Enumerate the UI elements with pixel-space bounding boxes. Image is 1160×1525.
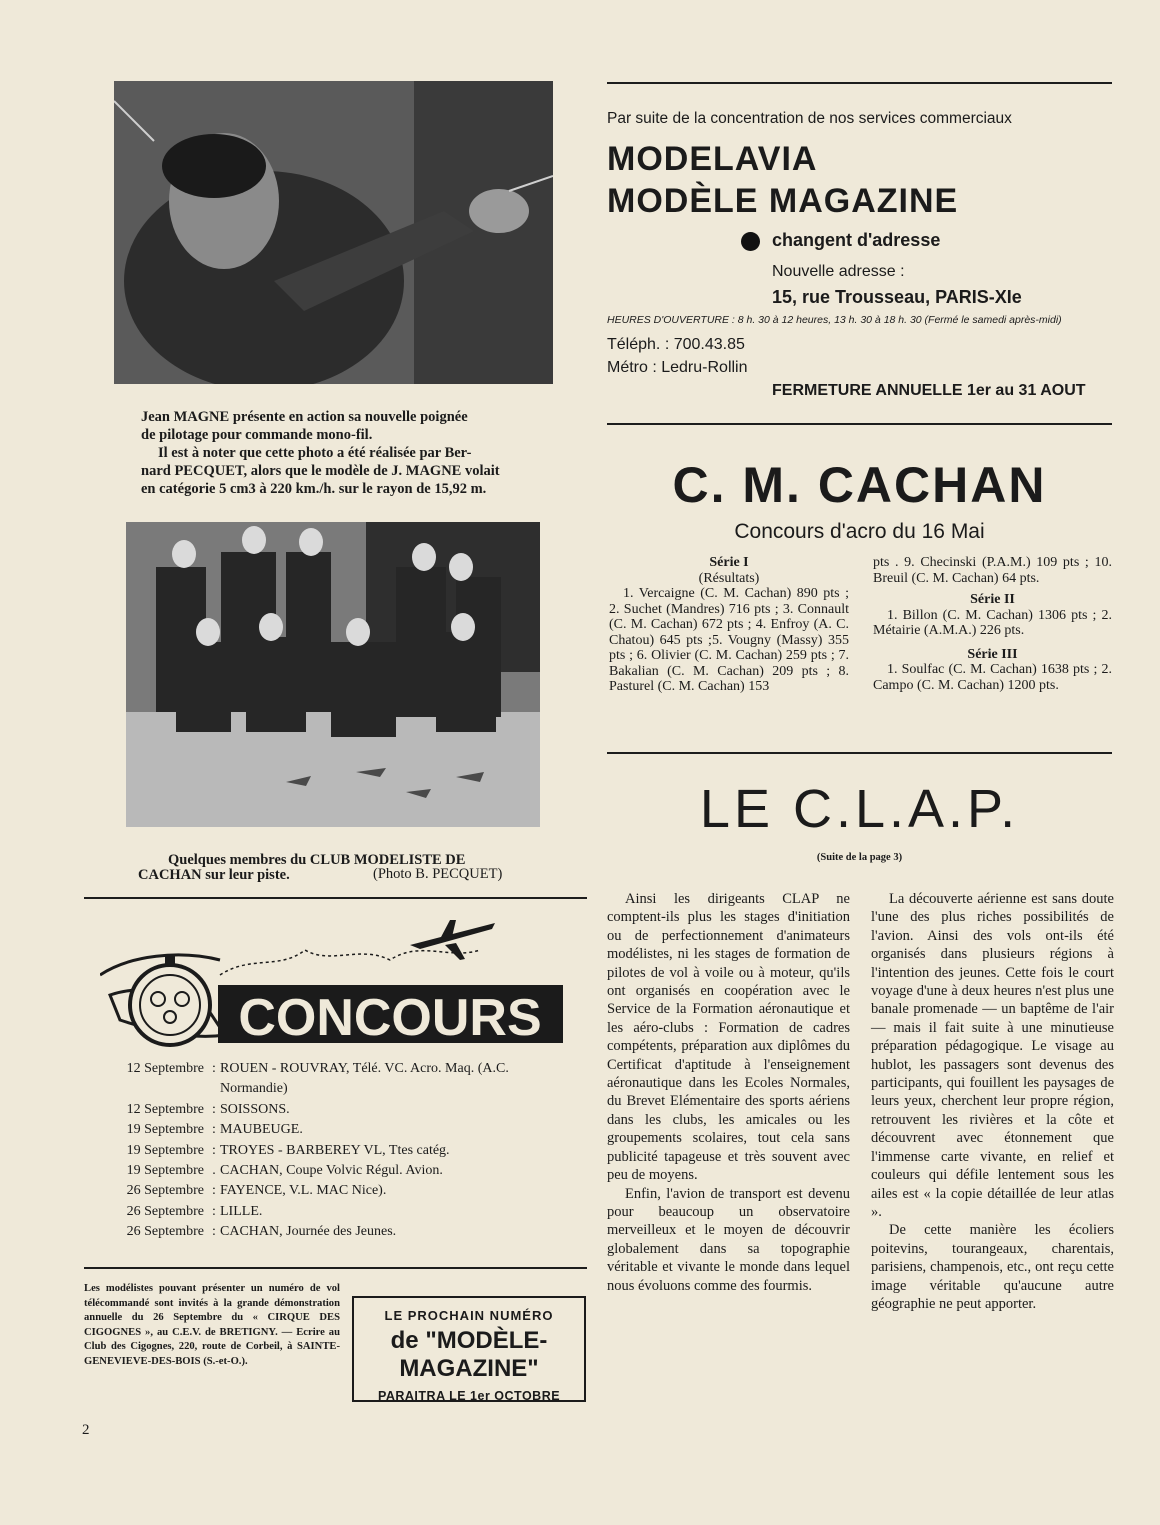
- phone-number: Téléph. : 700.43.85: [607, 336, 745, 353]
- page-number: 2: [82, 1422, 90, 1438]
- event-name: CACHAN, Journée des Jeunes.: [220, 1224, 397, 1240]
- next-issue-line1: LE PROCHAIN NUMÉRO: [384, 1308, 554, 1323]
- new-address-label: Nouvelle adresse :: [772, 263, 905, 280]
- event-date: 12 Septembre: [126, 1061, 204, 1076]
- serie2-results: 1. Billon (C. M. Cachan) 1306 pts ; 2. Métairie (A.M.A.) 226 pts.: [873, 607, 1112, 638]
- list-item: 26 Septembre : CACHAN, Journée des Jeunes.: [86, 1222, 566, 1242]
- serie1-heading: Série I: [709, 555, 749, 570]
- serie1-results: 1. Vercaigne (C. M. Cachan) 890 pts ; 2. Suchet (Mandres) 716 pts ; 3. Connault (C. M. Cachan) 672 pts ; 4. Enfroy (A. C. Chatou) 645 pts ;5. Vougny (Massy) 355 pts ; 6. Olivier (C. M. Cachan) 259 pts ; 7. Bakalian (C. M. Cachan) 209 pts ; 8. Pasturel (C. M. Cachan) 153: [609, 586, 849, 694]
- event-date: 26 Septembre: [126, 1203, 204, 1219]
- event-date: 19 Septembre: [126, 1163, 204, 1179]
- event-name: ROUEN - ROUVRAY, Télé. VC. Acro. Maq. (A.C. Normandie): [220, 1061, 509, 1097]
- cachan-title: C. M. CACHAN: [672, 457, 1047, 513]
- divider: [84, 1267, 587, 1269]
- photo2-caption-line1: Quelques membres du CLUB MODELISTE DE: [168, 852, 466, 868]
- clap-paragraph: La découverte aérienne est sans doute l'une des plus riches possibilités de l'avion. Ainsi des vols ont-ils été organisés dans plusieurs régions à l'intention des jeunes. Cette fois le court voyage d'une à deux heures n'est plus une banale promenade — un baptême de l'air — mais il fait suite à une minutieuse préparation pédagogique. Le visage au hublot, les passagers sont devenus des participants, qui fouillent les paysages de leurs yeux, cherchent leur propre région, retrouvent les rivières et la côte et découvrent avec étonnement que l'immense carte vivante, en relief et couleurs qui défile lentement sous les ailes est « la copie détaillée de leur atlas ».: [871, 891, 1114, 1220]
- new-address: 15, rue Trousseau, PARIS-XIe: [772, 287, 1022, 307]
- concours-list: [86, 1059, 566, 1243]
- event-date: 26 Septembre: [126, 1183, 204, 1199]
- annual-closure: FERMETURE ANNUELLE 1er au 31 AOUT: [772, 382, 1086, 399]
- clap-column-1: [607, 890, 850, 1295]
- event-name: CACHAN, Coupe Volvic Régul. Avion.: [220, 1163, 443, 1179]
- event-date: 12 Septembre: [126, 1101, 204, 1117]
- list-item: 26 Septembre : LILLE.: [86, 1202, 566, 1222]
- list-item: 26 Septembre : FAYENCE, V.L. MAC Nice).: [86, 1181, 566, 1201]
- divider: [84, 897, 587, 899]
- next-issue-line2: de "MODÈLE-MAGAZINE": [390, 1327, 548, 1382]
- resultats-label: (Résultats): [698, 570, 760, 586]
- brand-modelavia: MODELAVIA: [607, 140, 818, 178]
- concours-logo: [100, 915, 570, 1050]
- divider: [607, 423, 1112, 425]
- brand-modele-magazine: MODÈLE MAGAZINE: [607, 182, 959, 220]
- clap-paragraph: De cette manière les écoliers poitevins, tourangeaux, charentais, parisiens, champenois, etc., ont reçu cette image véritable qu'aucune autre géographie ne peut apporter.: [871, 1222, 1114, 1312]
- serie3-heading: Série III: [967, 646, 1018, 662]
- next-issue-line3: PARAITRA LE 1er OCTOBRE: [377, 1389, 561, 1403]
- concours-logo-text: CONCOURS: [238, 989, 542, 1047]
- photo1-caption-line3: Il est à noter que cette photo a été réalisée par Ber-: [158, 445, 472, 461]
- cachan-subtitle: Concours d'acro du 16 Mai: [734, 520, 985, 543]
- event-name: LILLE.: [220, 1203, 263, 1219]
- photo1-caption-line1: Jean MAGNE présente en action sa nouvelle poignée: [141, 409, 468, 425]
- clap-paragraph: Enfin, l'avion de transport est devenu pour beaucoup un observatoire merveilleux et le moyen de découvrir globalement dans sa topographie véritable et vivante le monde dans lequel nous évoluons comme des fourmis.: [607, 1185, 850, 1294]
- clap-subtitle: (Suite de la page 3): [816, 852, 903, 863]
- demo-notice: Les modélistes pouvant présenter un numéro de vol télécommandé sont invités à la grande démonstration annuelle du 26 Septembre du « CIRQUE DES CIGOGNES », au C.E.V. de BRETIGNY. — Ecrire au Club des Cigognes, 220, route de Corbeil, à SAINTE-GENEVIEVE-DES-BOIS (S.-et-O.).: [84, 1283, 340, 1367]
- event-name: FAYENCE, V.L. MAC Nice).: [220, 1183, 387, 1199]
- serie1-results-continued: pts . 9. Checinski (P.A.M.) 109 pts ; 10. Breuil (C. M. Cachan) 64 pts.: [873, 555, 1112, 586]
- event-date: 19 Septembre: [126, 1122, 204, 1138]
- serie3-results: 1. Soulfac (C. M. Cachan) 1638 pts ; 2. Campo (C. M. Cachan) 1200 pts.: [873, 662, 1112, 693]
- list-item: 12 Septembre : SOISSONS.: [86, 1100, 566, 1120]
- photo2-caption-line2: CACHAN sur leur piste.: [138, 867, 290, 883]
- opening-hours: HEURES D'OUVERTURE : 8 h. 30 à 12 heures, 13 h. 30 à 18 h. 30 (Fermé le samedi après-midi): [607, 314, 1062, 326]
- event-name: SOISSONS.: [220, 1101, 290, 1117]
- event-name: MAUBEUGE.: [220, 1122, 303, 1138]
- photo1-caption-line2: de pilotage pour commande mono-fil.: [141, 427, 373, 443]
- list-item: 19 Septembre : TROYES - BARBEREY VL, Ttes catég.: [86, 1141, 566, 1161]
- photo-club-cachan: [126, 522, 540, 827]
- photo1-caption-line5: en catégorie 5 cm3 à 220 km./h. sur le rayon de 15,92 m.: [141, 481, 487, 497]
- clap-column-2: [871, 890, 1114, 1313]
- clap-paragraph: Ainsi les dirigeants CLAP ne comptent-ils plus les stages d'initiation ou de perfectionnement d'animateurs modélistes, ni les stages de formation de pilotes de vol à voile ou à moteur, qu'ils ont organisés en coopération avec le Service de la Formation aéronautique et les aéro-clubs : Formation de cadres compétents, préparation aux diplômes du Certificat d'aptitude à l'enseignement aéronautique dans les Ecoles Normales, du Brevet Elémentaire des sports aériens dans les clubs, les amicales ou les groupements scolaires, tout cela sans publicité tapageuse et très souvent avec peu de moyens.: [607, 891, 850, 1184]
- serie2-heading: Série II: [970, 592, 1015, 607]
- bullet-icon: [741, 232, 760, 251]
- photo-jean-magne: [114, 81, 553, 384]
- divider: [607, 752, 1112, 754]
- notice-change: changent d'adresse: [772, 230, 941, 250]
- next-issue-box: [352, 1296, 586, 1402]
- notice-intro: Par suite de la concentration de nos services commerciaux: [607, 110, 1012, 127]
- photo1-caption-line4: nard PECQUET, alors que le modèle de J. MAGNE volait: [141, 463, 500, 479]
- list-item: 19 Septembre . CACHAN, Coupe Volvic Régul. Avion.: [86, 1161, 566, 1181]
- list-item: 19 Septembre : MAUBEUGE.: [86, 1120, 566, 1140]
- clap-title: LE C.L.A.P.: [699, 779, 1020, 839]
- cachan-results-col1: [609, 555, 849, 695]
- divider: [607, 82, 1112, 84]
- event-date: 19 Septembre: [126, 1142, 204, 1158]
- photo2-credit: (Photo B. PECQUET): [373, 866, 503, 882]
- event-date: 26 Septembre: [126, 1224, 204, 1240]
- event-name: TROYES - BARBEREY VL, Ttes catég.: [220, 1142, 450, 1158]
- metro-station: Métro : Ledru-Rollin: [607, 359, 748, 376]
- cachan-results-col2: [873, 555, 1112, 693]
- list-item: 12 Septembre : ROUEN - ROUVRAY, Télé. VC. Acro. Maq. (A.C. Normandie): [86, 1059, 566, 1100]
